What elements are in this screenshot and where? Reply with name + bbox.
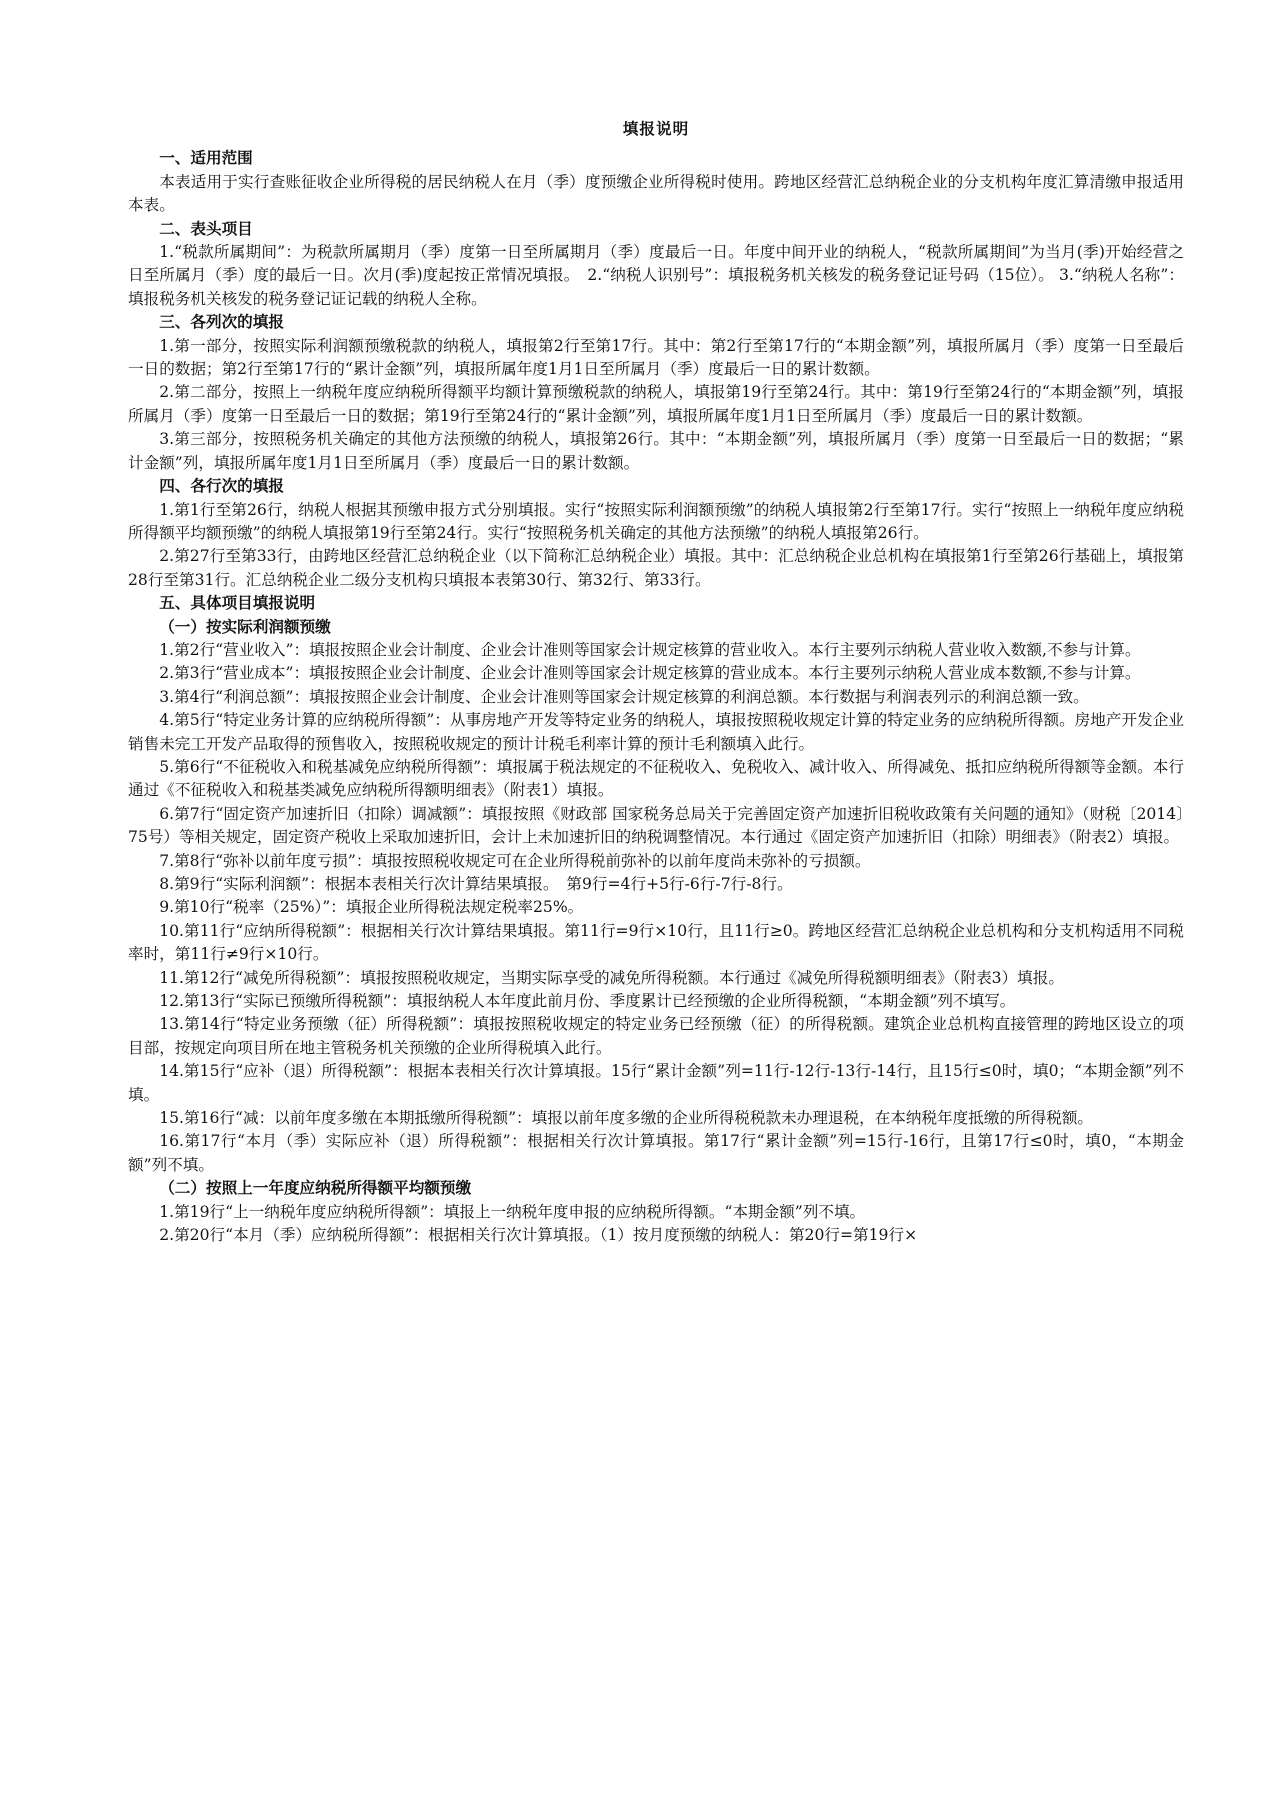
paragraph: 4.第5行“特定业务计算的应纳税所得额”：从事房地产开发等特定业务的纳税人，填报按照税收规定计算的特定业务的应纳税所得额。房地产开发企业销售未完工开发产品取得的预售收入，按照税收规定的预计计税毛利率计算的预计毛利额填入此行。 bbox=[128, 711, 1184, 753]
paragraph: 1.第一部分，按照实际利润额预缴税款的纳税人，填报第2行至第17行。其中：第2行至第17行的“本期金额”列，填报所属月（季）度第一日至最后一日的数据；第2行至第17行的“累计金额”列，填报所属年度1月1日至所属月（季）度最后一日的累计数额。 bbox=[128, 336, 1184, 379]
paragraph: 1.“税款所属期间”：为税款所属期月（季）度第一日至所属期月（季）度最后一日。年度中间开业的纳税人，“税款所属期间”为当月(季)开始经营之日至所属月（季）度的最后一日。次月(季)度起按正常情况填报。 2.“纳税人识别号”：填报税务机关核发的税务登记证号码（15位）。 3.“纳税人名称”：填报税务机关核发的税务登记证记载的纳税人全称。 bbox=[128, 243, 1184, 308]
document-body bbox=[128, 147, 1184, 1247]
paragraph: 9.第10行“税率（25%）”：填报企业所得税法规定税率25%。 bbox=[159, 898, 584, 917]
section-heading: 一、适用范围 bbox=[159, 149, 253, 168]
paragraph: 3.第4行“利润总额”：填报按照企业会计制度、企业会计准则等国家会计规定核算的利润总额。本行数据与利润表列示的利润总额一致。 bbox=[159, 687, 1089, 706]
paragraph: 11.第12行“减免所得税额”：填报按照税收规定，当期实际享受的减免所得税额。本行通过《减免所得税额明细表》（附表3）填报。 bbox=[159, 968, 1064, 987]
paragraph: 本表适用于实行查账征收企业所得税的居民纳税人在月（季）度预缴企业所得税时使用。跨地区经营汇总纳税企业的分支机构年度汇算清缴申报适用本表。 bbox=[128, 172, 1184, 215]
paragraph: 16.第17行“本月（季）实际应补（退）所得税额”：根据相关行次计算填报。第17行“累计金额”列=15行-16行，且第17行≤0时，填0，“本期金额”列不填。 bbox=[128, 1132, 1184, 1174]
paragraph: 1.第2行“营业收入”：填报按照企业会计制度、企业会计准则等国家会计规定核算的营业收入。本行主要列示纳税人营业收入数额,不参与计算。 bbox=[159, 640, 1141, 659]
section-heading: 三、各列次的填报 bbox=[159, 313, 284, 332]
section-heading: 五、具体项目填报说明 bbox=[159, 594, 316, 613]
paragraph: 2.第二部分，按照上一纳税年度应纳税所得额平均额计算预缴税款的纳税人，填报第19行至第24行。其中：第19行至第24行的“本期金额”列，填报所属月（季）度第一日至最后一日的数据；第19行至第24行的“累计金额”列，填报所属年度1月1日至所属月（季）度最后一日的累计数额。 bbox=[128, 383, 1184, 425]
section-heading: 四、各行次的填报 bbox=[159, 477, 284, 496]
paragraph: 6.第7行“固定资产加速折旧（扣除）调减额”：填报按照《财政部 国家税务总局关于完善固定资产加速折旧税收政策有关问题的通知》（财税〔2014〕75号）等相关规定，固定资产税收上采取加速折旧，会计上未加速折旧的纳税调整情况。本行通过《固定资产加速折旧（扣除）明细表》（附表2）填报。 bbox=[128, 804, 1184, 847]
paragraph: 8.第9行“实际利润额”：根据本表相关行次计算结果填报。 第9行=4行+5行-6行-7行-8行。 bbox=[159, 875, 793, 893]
paragraph: 1.第1行至第26行，纳税人根据其预缴申报方式分别填报。实行“按照实际利润额预缴”的纳税人填报第2行至第17行。实行“按照上一纳税年度应纳税所得额平均额预缴”的纳税人填报第19行至第24行。实行“按照税务机关确定的其他方法预缴”的纳税人填报第26行。 bbox=[128, 500, 1184, 542]
document-page bbox=[128, 118, 1184, 1248]
paragraph: 3.第三部分，按照税务机关确定的其他方法预缴的纳税人，填报第26行。其中：“本期金额”列，填报所属月（季）度第一日至最后一日的数据；“累计金额”列，填报所属年度1月1日至所属月（季）度最后一日的累计数额。 bbox=[128, 430, 1184, 472]
paragraph: 12.第13行“实际已预缴所得税额”：填报纳税人本年度此前月份、季度累计已经预缴的企业所得税额，“本期金额”列不填写。 bbox=[159, 992, 1016, 1011]
paragraph: 10.第11行“应纳所得税额”：根据相关行次计算结果填报。第11行=9行×10行，且11行≥0。跨地区经营汇总纳税企业总机构和分支机构适用不同税率时，第11行≠9行×10行。 bbox=[128, 921, 1184, 964]
subsection-heading: （一）按实际利润额预缴 bbox=[159, 617, 331, 636]
paragraph: 15.第16行“减：以前年度多缴在本期抵缴所得税额”：填报以前年度多缴的企业所得税税款未办理退税，在本纳税年度抵缴的所得税额。 bbox=[159, 1109, 1094, 1128]
paragraph: 1.第19行“上一纳税年度应纳税所得额”：填报上一纳税年度申报的应纳税所得额。“本期金额”列不填。 bbox=[159, 1202, 866, 1221]
paragraph: 2.第20行“本月（季）应纳税所得额”：根据相关行次计算填报。（1）按月度预缴的纳税人：第20行=第19行× bbox=[159, 1226, 918, 1245]
document-title: 填报说明 bbox=[622, 120, 690, 138]
paragraph: 2.第27行至第33行，由跨地区经营汇总纳税企业（以下简称汇总纳税企业）填报。其中：汇总纳税企业总机构在填报第1行至第26行基础上，填报第28行至第31行。汇总纳税企业二级分支机构只填报本表第30行、第32行、第33行。 bbox=[128, 547, 1184, 589]
subsection-heading: （二）按照上一年度应纳税所得额平均额预缴 bbox=[159, 1179, 472, 1198]
paragraph: 14.第15行“应补（退）所得税额”：根据本表相关行次计算填报。15行“累计金额”列=11行-12行-13行-14行，且15行≤0时，填0；“本期金额”列不填。 bbox=[128, 1062, 1184, 1104]
paragraph: 7.第8行“弥补以前年度亏损”：填报按照税收规定可在企业所得税前弥补的以前年度尚未弥补的亏损额。 bbox=[159, 851, 871, 870]
paragraph: 5.第6行“不征税收入和税基减免应纳税所得额”：填报属于税法规定的不征税收入、免税收入、减计收入、所得减免、抵扣应纳税所得额等金额。本行通过《不征税收入和税基类减免应纳税所得额明细表》（附表1）填报。 bbox=[128, 757, 1184, 800]
section-heading: 二、表头项目 bbox=[159, 219, 253, 238]
paragraph: 13.第14行“特定业务预缴（征）所得税额”：填报按照税收规定的特定业务已经预缴（征）的所得税额。建筑企业总机构直接管理的跨地区设立的项目部，按规定向项目所在地主管税务机关预缴的企业所得税填入此行。 bbox=[128, 1015, 1184, 1057]
paragraph: 2.第3行“营业成本”：填报按照企业会计制度、企业会计准则等国家会计规定核算的营业成本。本行主要列示纳税人营业成本数额,不参与计算。 bbox=[159, 664, 1141, 683]
